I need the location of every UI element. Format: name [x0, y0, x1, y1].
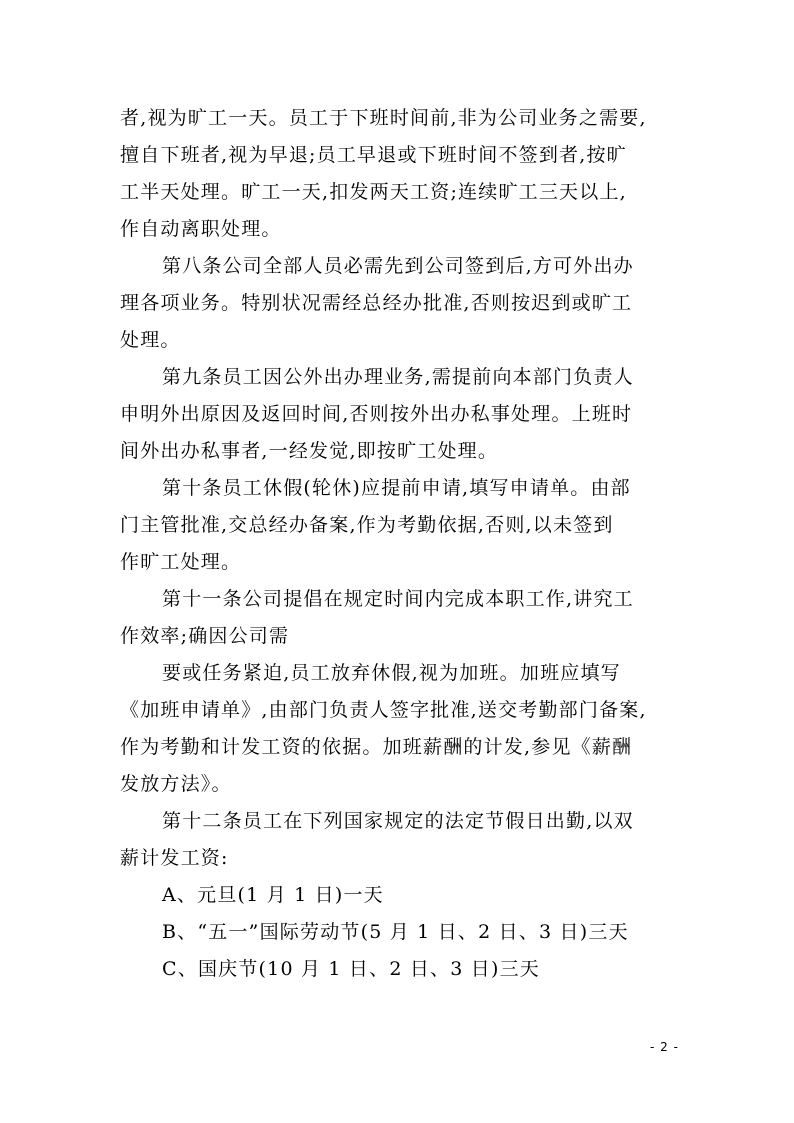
text-line: 门主管批准,交总经办备案,作为考勤依据,否则,以未签到 — [120, 514, 614, 536]
text-line: 工半天处理。旷工一天,扣发两天工资;连续旷工三天以上, — [120, 181, 627, 203]
article-8-start: 第八条公司全部人员必需先到公司签到后,方可外出办 — [162, 255, 634, 277]
text-line: 者,视为旷工一天。员工于下班时间前,非为公司业务之需要, — [120, 107, 647, 129]
text-line: 薪计发工资: — [120, 847, 229, 869]
article-12-start: 第十二条员工在下列国家规定的法定节假日出勤,以双 — [162, 810, 634, 832]
text-line: 处理。 — [120, 329, 181, 351]
text-line: 理各项业务。特别状况需经总经办批准,否则按迟到或旷工 — [120, 292, 633, 314]
page-number: - 2 - — [650, 1040, 679, 1054]
article-9-start: 第九条员工因公外出办理业务,需提前向本部门负责人 — [162, 366, 634, 388]
article-10-start: 第十条员工休假(轮休)应提前申请,填写申请单。由部 — [162, 477, 631, 499]
text-line: 作效率;确因公司需 — [120, 625, 290, 647]
text-line: 《加班申请单》,由部门负责人签字批准,送交考勤部门备案, — [120, 699, 647, 721]
text-line: 作旷工处理。 — [120, 551, 242, 573]
text-line: 擅自下班者,视为早退;员工早退或下班时间不签到者,按旷 — [120, 144, 627, 166]
holiday-item-a: A、元旦(1 月 1 日)一天 — [162, 884, 384, 906]
text-line: 作为考勤和计发工资的依据。加班薪酬的计发,参见《薪酬 — [120, 736, 633, 758]
text-line: 要或任务紧迫,员工放弃休假,视为加班。加班应填写 — [162, 662, 621, 684]
article-11-start: 第十一条公司提倡在规定时间内完成本职工作,讲究工 — [162, 588, 634, 610]
body-text — [120, 100, 680, 988]
text-line: 申明外出原因及返回时间,否则按外出办私事处理。上班时 — [120, 403, 633, 425]
holiday-item-b: B、“五一”国际劳动节(5 月 1 日、2 日、3 日)三天 — [162, 921, 629, 943]
text-line: 间外出办私事者,一经发觉,即按旷工处理。 — [120, 440, 499, 462]
text-line: 发放方法》。 — [120, 773, 232, 795]
text-line: 作自动离职处理。 — [120, 218, 282, 240]
holiday-item-c: C、国庆节(10 月 1 日、2 日、3 日)三天 — [162, 958, 541, 980]
